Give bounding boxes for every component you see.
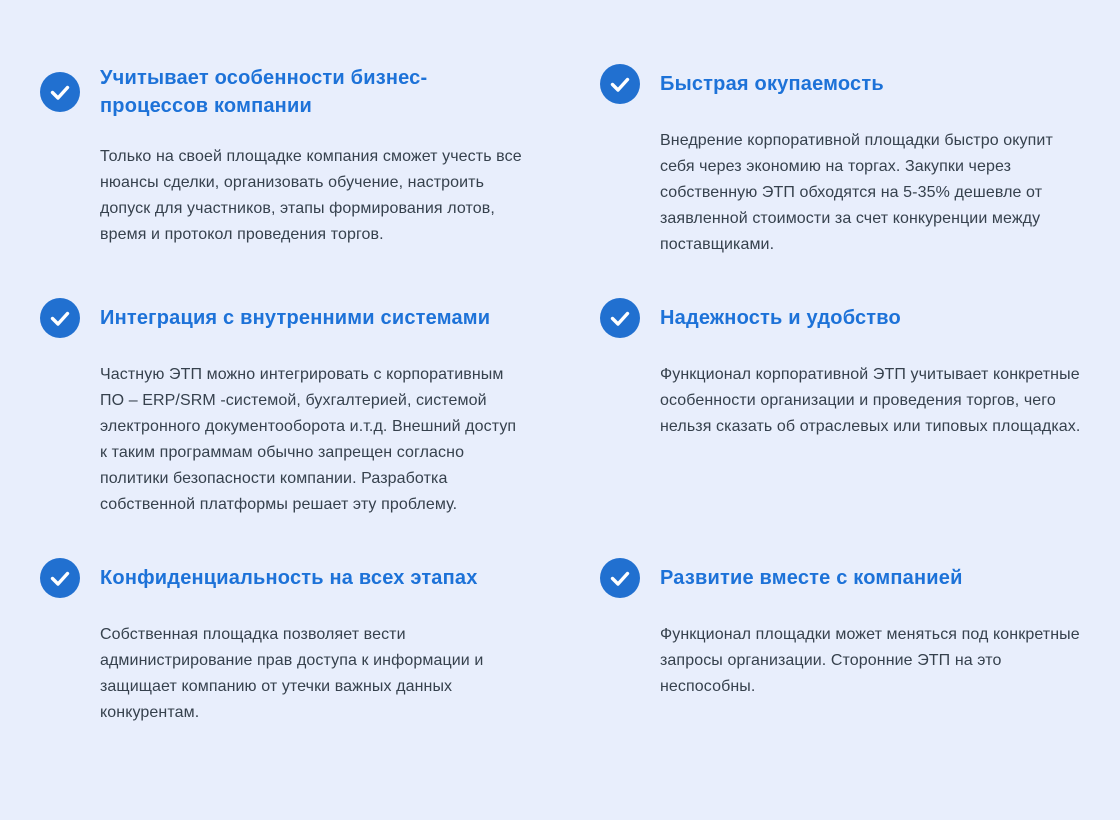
feature-header bbox=[40, 64, 560, 120]
feature-header bbox=[600, 64, 1120, 104]
feature-header bbox=[40, 558, 560, 598]
feature-description: Внедрение корпоративной площадки быстро окупит себя через экономию на торгах. Закупки через собственную ЭТП обходятся на 5-35% дешевле от заявленной стоимости за счет конкуренции между поставщиками. bbox=[660, 132, 1053, 253]
feature-title: Интеграция с внутренними системами bbox=[100, 307, 491, 329]
feature-item bbox=[40, 64, 560, 248]
feature-title: Надежность и удобство bbox=[660, 307, 901, 329]
check-circle-icon bbox=[600, 64, 640, 104]
feature-description: Функционал площадки может меняться под конкретные запросы организации. Сторонние ЭТП на это неспособны. bbox=[660, 626, 1080, 695]
feature-description: Собственная площадка позволяет вести администрирование прав доступа к информации и защищает компанию от утечки важных данных конкурентам. bbox=[100, 626, 484, 721]
feature-header bbox=[600, 298, 1120, 338]
check-circle-icon bbox=[600, 558, 640, 598]
check-circle-icon bbox=[600, 298, 640, 338]
feature-description: Только на своей площадке компания сможет учесть все нюансы сделки, организовать обучение, настроить допуск для участников, этапы формирования лотов, время и протокол проведения торгов. bbox=[100, 148, 522, 243]
feature-item bbox=[600, 558, 1120, 700]
feature-item bbox=[40, 298, 560, 518]
feature-title: Развитие вместе с компанией bbox=[660, 567, 963, 589]
feature-title: Учитывает особенности бизнес-процессов компании bbox=[100, 67, 428, 117]
check-circle-icon bbox=[40, 298, 80, 338]
feature-title: Быстрая окупаемость bbox=[660, 73, 884, 95]
feature-item bbox=[600, 64, 1120, 258]
feature-description: Частную ЭТП можно интегрировать с корпоративным ПО – ERP/SRM -системой, бухгалтерией, системой электронного документооборота и.т.д. Внешний доступ к таким программам обычно запрещен согласно политики безопасности компании. Разработка собственной платформы решает эту проблему. bbox=[100, 366, 517, 513]
check-circle-icon bbox=[40, 558, 80, 598]
feature-header bbox=[600, 558, 1120, 598]
feature-item bbox=[40, 558, 560, 726]
feature-item bbox=[600, 298, 1120, 440]
check-circle-icon bbox=[40, 72, 80, 112]
feature-title: Конфиденциальность на всех этапах bbox=[100, 567, 478, 589]
feature-description: Функционал корпоративной ЭТП учитывает конкретные особенности организации и проведения торгов, чего нельзя сказать об отраслевых или типовых площадках. bbox=[660, 366, 1081, 435]
feature-header bbox=[40, 298, 560, 338]
